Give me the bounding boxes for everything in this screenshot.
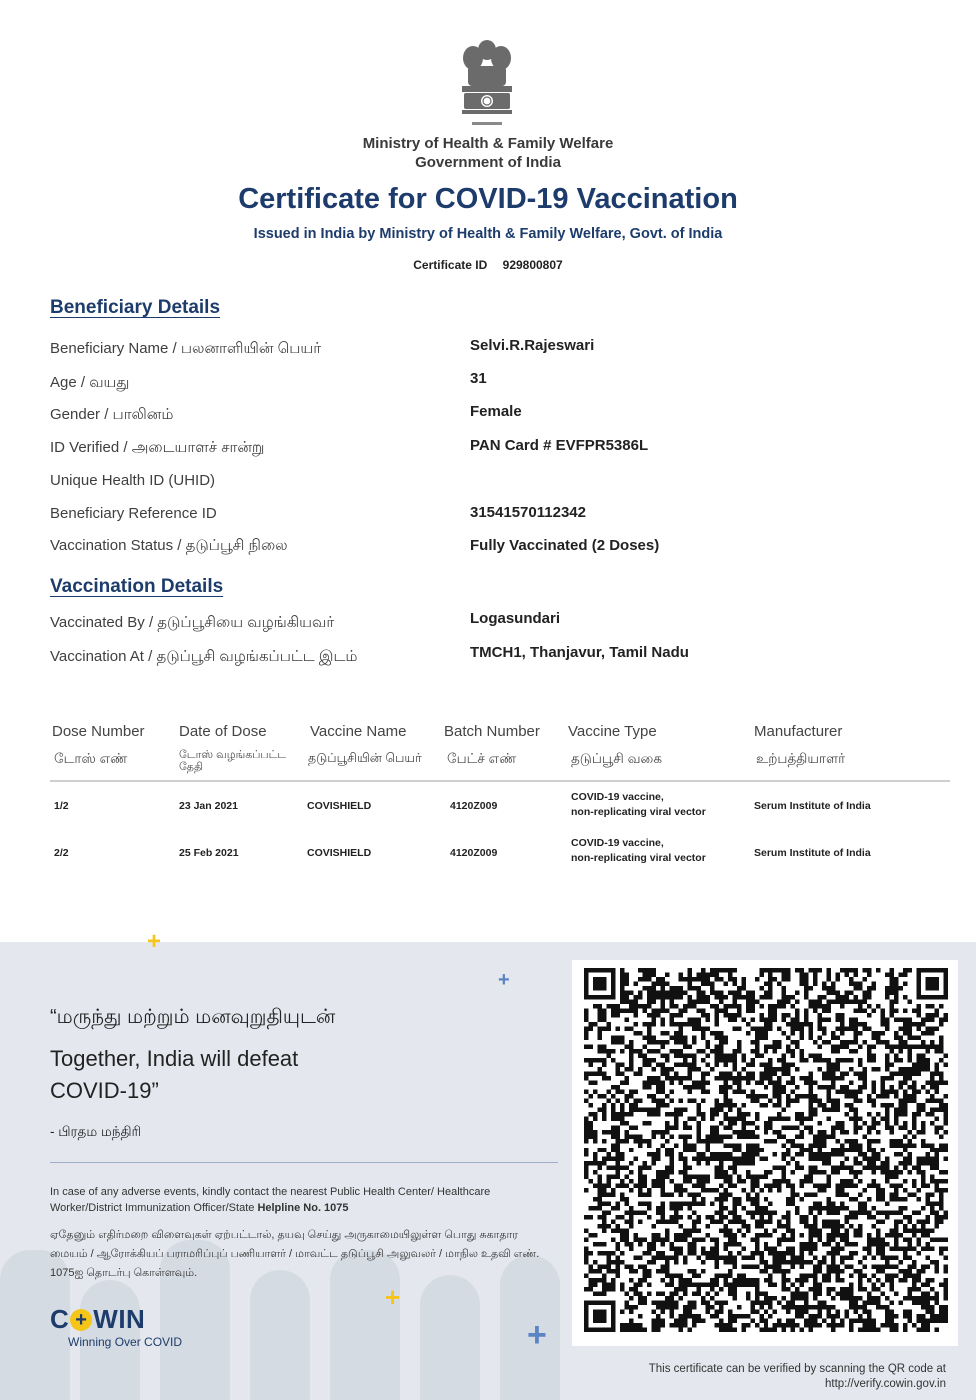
quote-english-line2: COVID-19” — [50, 1078, 159, 1103]
th-manufacturer-ta: உற்பத்தியாளர் — [756, 751, 846, 766]
vaccination-at-label: Vaccination At / தடுப்பூசி வழங்கப்பட்ட இடம் — [50, 648, 358, 665]
dose-1-vaccine: COVISHIELD — [307, 800, 372, 812]
dose-2-batch: 4120Z009 — [450, 847, 498, 859]
adverse-events-english — [50, 1184, 530, 1216]
beneficiary-details-heading: Beneficiary Details — [50, 297, 221, 318]
dose-1-batch: 4120Z009 — [450, 800, 498, 812]
th-vaccine-type-ta: தடுப்பூசி வகை — [571, 751, 662, 766]
th-dose-number-ta: டோஸ் எண் — [54, 751, 128, 766]
adverse-events-text: In case of any adverse events, kindly contact the nearest Public Health Center/ Healthcare Worker/District Immunization Officer/State — [50, 1186, 491, 1214]
dose-2-number: 2/2 — [54, 847, 69, 859]
ministry-name — [0, 134, 976, 172]
gender-label: Gender / பாலினம் — [50, 406, 174, 423]
th-date-of-dose-ta: டோஸ் வழங்கப்பட்ட தேதி — [179, 749, 287, 773]
gender-value: Female — [470, 403, 522, 420]
plus-decoration-icon: + — [147, 928, 162, 955]
certificate-subtitle: Issued in India by Ministry of Health & Family Welfare, Govt. of India — [253, 226, 723, 242]
quote-tamil: “மருந்து மற்றும் மனவுறுதியுடன் — [50, 1006, 336, 1028]
th-manufacturer: Manufacturer — [754, 723, 843, 740]
cowin-logo-win: WIN — [93, 1304, 146, 1334]
dose-2-vaccine: COVISHIELD — [307, 847, 372, 859]
id-verified-value: PAN Card # EVFPR5386L — [470, 437, 649, 454]
verify-note — [560, 1362, 946, 1392]
crowd-figure — [420, 1275, 480, 1400]
th-vaccine-name-ta: தடுப்பூசியின் பெயர் — [308, 751, 422, 765]
ministry-line1: Ministry of Health & Family Welfare — [362, 135, 614, 152]
vaccination-status-value: Fully Vaccinated (2 Doses) — [470, 537, 660, 554]
cowin-tagline: Winning Over COVID — [68, 1335, 183, 1349]
vaccination-at-value: TMCH1, Thanjavur, Tamil Nadu — [470, 644, 689, 661]
helpline-number: Helpline No. 1075 — [257, 1202, 349, 1214]
certificate-id-value: 929800807 — [502, 258, 563, 272]
plus-decoration-icon: + — [385, 1282, 401, 1312]
dose-2-type-line1: COVID-19 vaccine, — [571, 837, 664, 849]
cowin-logo-co: C — [50, 1304, 70, 1334]
vaccination-details-heading: Vaccination Details — [50, 576, 224, 597]
dose-2-type — [571, 836, 706, 866]
qr-code — [584, 968, 948, 1332]
footer-divider — [50, 1162, 558, 1163]
dose-1-date: 23 Jan 2021 — [179, 800, 238, 812]
certificate-id-label: Certificate ID — [413, 258, 488, 272]
beneficiary-name-label: Beneficiary Name / பலனாளியின் பெயர் — [50, 340, 322, 357]
age-label: Age / வயது — [50, 374, 130, 391]
certificate-id — [0, 258, 976, 272]
cowin-logo — [50, 1304, 145, 1335]
certificate-title: Certificate for COVID-19 Vaccination — [238, 183, 738, 215]
dose-2-manufacturer: Serum Institute of India — [754, 847, 871, 859]
vaccinated-by-label: Vaccinated By / தடுப்பூசியை வழங்கியவர் — [50, 614, 335, 631]
uhid-label: Unique Health ID (UHID) — [50, 472, 216, 489]
beneficiary-reference-id-value: 31541570112342 — [470, 504, 586, 521]
table-divider — [50, 780, 950, 782]
th-date-of-dose: Date of Dose — [179, 723, 267, 740]
ministry-line2: Government of India — [415, 154, 561, 171]
vaccination-status-label: Vaccination Status / தடுப்பூசி நிலை — [50, 537, 288, 554]
dose-1-type-line1: COVID-19 vaccine, — [571, 791, 664, 803]
verify-link[interactable]: http://verify.cowin.gov.in — [824, 1378, 946, 1390]
id-verified-label: ID Verified / அடையாளச் சான்று — [50, 439, 265, 456]
dose-1-type-line2: non-replicating viral vector — [571, 806, 706, 818]
plus-decoration-icon: + — [498, 969, 510, 991]
quote-english-line1: Together, India will defeat — [50, 1046, 299, 1071]
th-vaccine-type: Vaccine Type — [568, 723, 657, 740]
dose-2-type-line2: non-replicating viral vector — [571, 852, 706, 864]
cowin-plus-icon: + — [70, 1309, 92, 1331]
dose-1-manufacturer: Serum Institute of India — [754, 800, 871, 812]
quote-attribution: - பிரதம மந்திரி — [50, 1124, 142, 1139]
th-dose-number: Dose Number — [52, 723, 145, 740]
verify-line1: This certificate can be verified by scanning the QR code at — [648, 1363, 946, 1375]
qr-code-panel — [572, 960, 958, 1346]
beneficiary-name-value: Selvi.R.Rajeswari — [470, 337, 595, 354]
ashoka-emblem-icon — [448, 36, 526, 132]
crowd-figure — [250, 1270, 310, 1400]
adverse-events-tamil: ஏதேனும் எதிர்மறை விளைவுகள் ஏற்பட்டால், தயவு செய்து அருகாமையிலுள்ள பொது சுகாதார மையம் / ஆரோக்கியப் பராமரிப்புப் பணியாளர் / மாவட்ட தடுப்பூசி அலுவலர் / மாநில உதவி எண். 1075ஐ தொடர்பு கொள்ளவும். — [50, 1229, 540, 1279]
dose-2-date: 25 Feb 2021 — [179, 847, 239, 859]
th-batch-number: Batch Number — [444, 723, 540, 740]
th-batch-number-ta: பேட்ச் எண் — [447, 751, 517, 766]
th-vaccine-name: Vaccine Name — [310, 723, 407, 740]
dose-1-number: 1/2 — [54, 800, 69, 812]
vaccinated-by-value: Logasundari — [470, 610, 561, 627]
beneficiary-reference-id-label: Beneficiary Reference ID — [50, 505, 217, 522]
dose-1-type — [571, 790, 706, 820]
plus-decoration-icon: + — [527, 1316, 547, 1354]
age-value: 31 — [470, 370, 487, 387]
